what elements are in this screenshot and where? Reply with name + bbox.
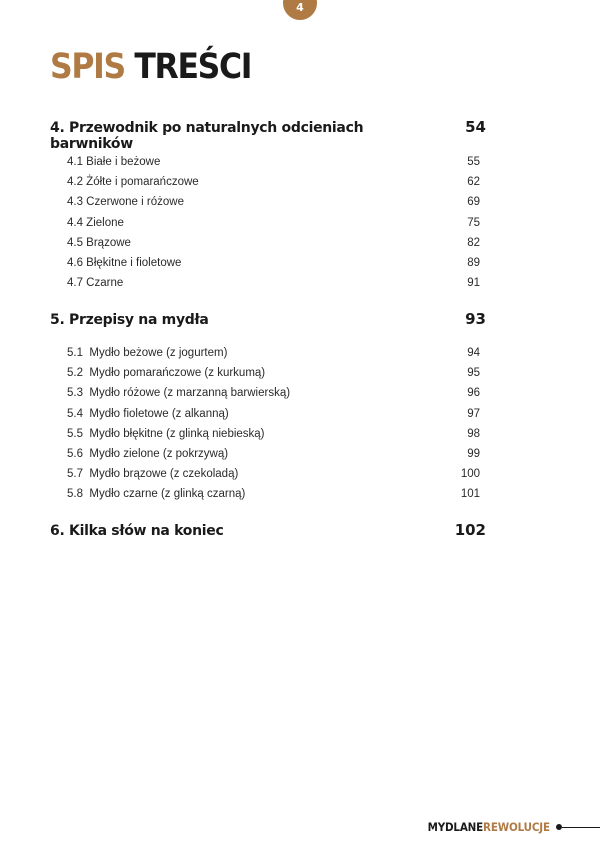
- toc-entry-label: 4.2 Żółte i pomarańczowe: [67, 176, 199, 189]
- toc-chapter[interactable]: [50, 521, 486, 539]
- toc-entry[interactable]: [67, 277, 480, 289]
- toc-entry-page: 89: [467, 257, 480, 269]
- toc-entry[interactable]: [67, 428, 480, 440]
- page-title-main: TREŚCI: [134, 47, 252, 87]
- footer: [414, 818, 600, 836]
- toc-entry[interactable]: [67, 387, 480, 399]
- toc-entry-page: 101: [460, 488, 480, 501]
- toc-entry-label: 4.7 Czarne: [67, 277, 124, 290]
- toc-entry-page: 55: [467, 156, 480, 168]
- toc-entry-label: 5.8 Mydło czarne (z glinką czarną): [67, 488, 246, 501]
- toc-entry-label: 5.2 Mydło pomarańczowe (z kurkumą): [67, 367, 266, 380]
- footer-line-decoration: [556, 824, 600, 830]
- toc-entry-label: 5.4 Mydło fioletowe (z alkanną): [67, 407, 229, 420]
- toc-entry-page: 100: [460, 468, 480, 481]
- toc-chapter-page: 102: [454, 521, 486, 539]
- toc-entry-page: 99: [467, 448, 480, 460]
- toc-entry[interactable]: [67, 408, 480, 420]
- page-title-accent: SPIS: [50, 47, 125, 87]
- toc-entry-label: 4.4 Zielone: [67, 216, 124, 229]
- toc-entry-label: 4.5 Brązowe: [67, 236, 131, 249]
- page-number: 4: [296, 1, 304, 14]
- brand-part-2: REWOLUCJE: [483, 820, 550, 834]
- page-number-badge: [283, 0, 317, 20]
- toc-entry[interactable]: [67, 156, 480, 168]
- toc-entry-label: 4.6 Błękitne i fioletowe: [67, 257, 182, 269]
- toc-entry[interactable]: [67, 217, 480, 229]
- toc-entry-page: 82: [467, 236, 480, 249]
- toc-entry-page: 96: [467, 387, 480, 400]
- toc-entry-label: 5.5 Mydło błękitne (z glinką niebieską): [67, 427, 265, 440]
- toc-entry-page: 94: [467, 347, 480, 359]
- toc-entry[interactable]: [67, 237, 480, 249]
- toc-entry-label: 5.7 Mydło brązowe (z czekoladą): [67, 468, 239, 481]
- footer-rule: [562, 827, 600, 828]
- toc-chapter-title: 5. Przepisy na mydła: [50, 312, 209, 328]
- toc-entry[interactable]: [67, 257, 480, 269]
- toc-entry[interactable]: [67, 488, 480, 500]
- toc-entry-label: 4.1 Białe i beżowe: [67, 156, 161, 168]
- toc-entry-page: 91: [467, 277, 480, 290]
- brand-part-1: MYDLANE: [427, 820, 484, 834]
- toc-entry-page: 97: [467, 407, 480, 420]
- toc-entry[interactable]: [67, 367, 480, 379]
- toc-entry-label: 5.6 Mydło zielone (z pokrzywą): [67, 448, 229, 460]
- toc-entry[interactable]: [67, 196, 480, 208]
- toc-entry[interactable]: [67, 176, 480, 188]
- toc-entry-label: 4.3 Czerwone i różowe: [67, 196, 184, 209]
- toc-entry-page: 62: [467, 176, 480, 189]
- page-title: [50, 47, 252, 87]
- toc-entry[interactable]: [67, 468, 480, 480]
- toc-entry-page: 95: [467, 367, 480, 380]
- toc-entry-label: 5.1 Mydło beżowe (z jogurtem): [67, 347, 228, 359]
- toc-entry-page: 75: [467, 216, 480, 229]
- toc-entry[interactable]: [67, 347, 480, 359]
- toc-chapter-page: 54: [465, 118, 486, 136]
- toc-entry-page: 69: [467, 196, 480, 209]
- toc-entry-label: 5.3 Mydło różowe (z marzanną barwierską): [67, 387, 291, 400]
- toc-entry-page: 98: [467, 427, 480, 440]
- toc-chapter-title: 4. Przewodnik po naturalnych odcieniach barwników: [50, 120, 364, 152]
- brand-logo: [428, 820, 550, 834]
- toc-chapter[interactable]: [50, 310, 486, 328]
- toc-entry[interactable]: [67, 448, 480, 460]
- toc-chapter-page: 93: [465, 310, 486, 328]
- toc-chapter-title: 6. Kilka słów na koniec: [50, 523, 224, 539]
- toc-chapter[interactable]: [50, 118, 486, 152]
